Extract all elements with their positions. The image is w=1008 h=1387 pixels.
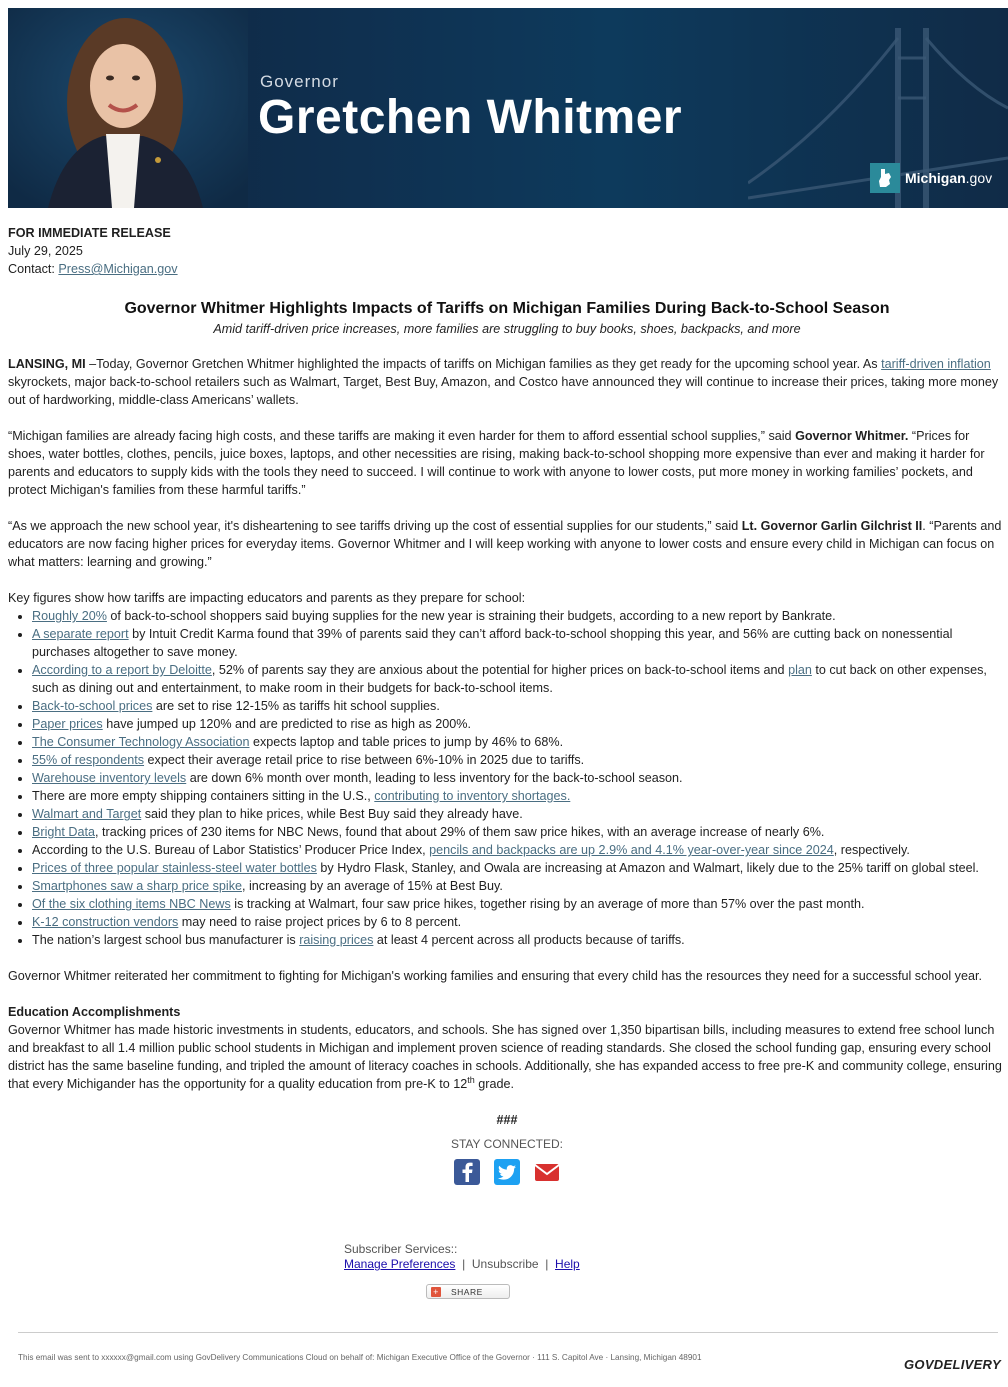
education-paragraph xyxy=(8,1021,1006,1093)
govdelivery-brand: GOVDELIVERY xyxy=(904,1357,1001,1372)
list-item xyxy=(32,895,1006,913)
intro-paragraph xyxy=(8,355,1006,409)
release-date: July 29, 2025 xyxy=(8,244,83,258)
quote1-speaker: Governor Whitmer. xyxy=(795,429,909,443)
intro-text-1: –Today, Governor Gretchen Whitmer highlighted the impacts of tariffs on Michigan families as they get ready for the upcoming school year. As xyxy=(85,357,882,371)
end-mark: ### xyxy=(496,1113,518,1127)
contact-email-link[interactable]: Press@Michigan.gov xyxy=(58,262,178,276)
bullet-link[interactable]: raising prices xyxy=(299,933,374,947)
list-item xyxy=(32,607,1006,625)
bullet-link[interactable]: Bright Data xyxy=(32,825,95,839)
bullet-link[interactable]: 55% of respondents xyxy=(32,753,145,767)
bullet-pre: There are more empty shipping containers sitting in the U.S., xyxy=(32,789,375,803)
tariff-inflation-link[interactable]: tariff-driven inflation xyxy=(881,357,991,371)
reiterate-paragraph: Governor Whitmer reiterated her commitment to fighting for Michigan's working families and ensuring that every child has the resources they need for a successful school year. xyxy=(8,969,982,983)
bullet-text: said they plan to hike prices, while Best Buy said they already have. xyxy=(141,807,523,821)
release-label: FOR IMMEDIATE RELEASE xyxy=(8,226,171,240)
banner-title-small: Governor xyxy=(260,72,339,91)
michigan-map-icon xyxy=(870,163,900,193)
bullet-link[interactable]: Warehouse inventory levels xyxy=(32,771,187,785)
michigan-gov-logo[interactable] xyxy=(870,163,992,193)
bullet-pre: According to the U.S. Bureau of Labor Statistics’ Producer Price Index, xyxy=(32,843,430,857)
bullet-text: of back-to-school shoppers said buying supplies for the new year is straining their budgets, according to a new report by Bankrate. xyxy=(106,609,836,623)
quote1-part1: “Michigan families are already facing high costs, and these tariffs are making it even harder for them to afford essential school supplies,” said xyxy=(8,429,796,443)
dateline: LANSING, MI xyxy=(8,357,86,371)
bullet-text: at least 4 percent across all products because of tariffs. xyxy=(373,933,685,947)
bullet-link[interactable]: pencils and backpacks are up 2.9% and 4.1% year-over-year since 2024 xyxy=(429,843,834,857)
bullet-link-2[interactable]: plan xyxy=(788,663,812,677)
badge-name: Michigan xyxy=(905,170,966,186)
email-icon[interactable] xyxy=(534,1159,560,1185)
manage-preferences-link[interactable]: Manage Preferences xyxy=(344,1257,456,1271)
twitter-icon[interactable] xyxy=(494,1159,520,1185)
banner-title-large: Gretchen Whitmer xyxy=(258,91,683,144)
separator: | xyxy=(462,1257,466,1271)
governor-portrait xyxy=(8,8,248,208)
quote2-speaker: Lt. Governor Garlin Gilchrist II xyxy=(741,519,923,533)
bullet-text: by Intuit Credit Karma found that 39% of parents said they can’t afford back-to-school shopping this year, and 56% are cutting back on nonessential purchases altogether to save money. xyxy=(32,627,953,659)
lt-governor-quote xyxy=(8,517,1006,571)
share-button[interactable] xyxy=(426,1284,510,1299)
bullet-link[interactable]: According to a report by Deloitte xyxy=(32,663,212,677)
subscriber-services xyxy=(344,1242,580,1272)
separator: | xyxy=(545,1257,549,1271)
bullet-text: , respectively. xyxy=(833,843,910,857)
bullet-link[interactable]: Paper prices xyxy=(32,717,103,731)
contact-label: Contact: xyxy=(8,262,59,276)
bullet-link[interactable]: A separate report xyxy=(32,627,129,641)
release-meta xyxy=(8,224,1006,278)
education-text-2: grade. xyxy=(474,1077,514,1091)
govdelivery-logo[interactable] xyxy=(904,1357,1001,1372)
bullet-link[interactable]: Walmart and Target xyxy=(32,807,142,821)
bullet-link[interactable]: The Consumer Technology Association xyxy=(32,735,250,749)
bullet-text: are down 6% month over month, leading to less inventory for the back-to-school season. xyxy=(186,771,683,785)
bullet-text: are set to rise 12-15% as tariffs hit school supplies. xyxy=(152,699,440,713)
bullet-link[interactable]: Back-to-school prices xyxy=(32,699,153,713)
bullet-text: is tracking at Walmart, four saw price hikes, together rising by an average of more than 57% over the past month. xyxy=(230,897,865,911)
bullet-link[interactable]: Smartphones saw a sharp price spike xyxy=(32,879,242,893)
press-release-body xyxy=(8,224,1006,1185)
quote1-part2: “Prices for shoes, water bottles, clothes, pencils, juice boxes, laptops, and other necessities are rising, making back-to-school shopping more expensive than ever and making it harder for parents and educators to supply kids with the tools they need to succeed. I will continue to work with anyone to lower costs, put more money in working families’ pockets, and protect Michigan's families from these harmful tariffs.” xyxy=(8,429,985,497)
bullet-link[interactable]: contributing to inventory shortages. xyxy=(374,789,571,803)
headline: Governor Whitmer Highlights Impacts of Tariffs on Michigan Families During Back-to-School Season xyxy=(124,300,890,317)
education-text-1: Governor Whitmer has made historic investments in students, educators, and schools. She has signed over 1,350 bipartisan bills, including measures to extend free school lunch and breakfast to all 1.4 million public school students in Michigan and implement proven science of reading standards. She closed the school funding gap, ensuring every school district has the same baseline funding, and tripled the amount of literacy coaches in schools. Additionally, she has expanded access to free pre-K and community college, ensuring that every Michigander has the opportunity for a quality education from pre-K to 12 xyxy=(8,1023,1002,1091)
header-banner xyxy=(8,8,1008,208)
subheadline: Amid tariff-driven price increases, more families are struggling to buy books, shoes, backpacks, and more xyxy=(213,322,801,336)
bullet-text-2: to cut back on other expenses, such as dining out and entertainment, to make room in their budgets for back-to-school items. xyxy=(32,663,987,695)
quote2-part2: . “Parents and educators are now facing higher prices for everyday items. Governor Whitmer and I will keep working with anyone to lower costs and ensure every child in Michigan can focus on what matters: learning and growing.” xyxy=(8,519,1002,569)
unsubscribe-link[interactable]: Unsubscribe xyxy=(471,1257,539,1271)
facebook-icon[interactable] xyxy=(454,1159,480,1185)
list-item xyxy=(32,913,1006,931)
education-heading: Education Accomplishments xyxy=(8,1005,181,1019)
list-item xyxy=(32,751,1006,769)
bullet-text: , 52% of parents say they are anxious about the potential for higher prices on back-to-school items and xyxy=(211,663,789,677)
key-figures-intro: Key figures show how tariffs are impacting educators and parents as they prepare for school: xyxy=(8,591,526,605)
education-sup: th xyxy=(467,1074,475,1085)
share-plus-icon: + xyxy=(431,1287,441,1297)
list-item xyxy=(32,787,1006,805)
bullet-text: may need to raise project prices by 6 to 8 percent. xyxy=(178,915,462,929)
release-contact xyxy=(8,260,1006,278)
bullet-link[interactable]: Roughly 20% xyxy=(32,609,107,623)
bullet-text: , increasing by an average of 15% at Best Buy. xyxy=(242,879,503,893)
footer-text: This email was sent to xxxxxx@gmail.com using GovDelivery Communications Cloud on behalf of: Michigan Executive Office of the Governor · 111 S. Capitol Ave · Lansing, Michigan 48901 xyxy=(18,1353,702,1362)
list-item xyxy=(32,733,1006,751)
list-item xyxy=(32,841,1006,859)
bullet-text: , tracking prices of 230 items for NBC News, found that about 29% of them saw price hikes, with an average increase of nearly 6%. xyxy=(95,825,825,839)
stay-connected-label: STAY CONNECTED: xyxy=(450,1137,563,1151)
list-item xyxy=(32,697,1006,715)
michigan-gov-text xyxy=(905,170,992,186)
governor-quote xyxy=(8,427,1006,499)
list-item xyxy=(32,715,1006,733)
footer-divider xyxy=(18,1332,998,1333)
intro-text-2: skyrockets, major back-to-school retailers such as Walmart, Target, Best Buy, Amazon, and Costco have announced they will continue to increase their prices, taking more money out of hardworking, middle-class Americans’ wallets. xyxy=(8,375,999,407)
social-links xyxy=(8,1159,1006,1185)
share-label: SHARE xyxy=(451,1286,483,1297)
list-item xyxy=(32,823,1006,841)
bullet-text: expects laptop and table prices to jump by 46% to 68%. xyxy=(249,735,564,749)
bullet-text: have jumped up 120% and are predicted to rise as high as 200%. xyxy=(102,717,471,731)
bullet-link[interactable]: Prices of three popular stainless-steel water bottles xyxy=(32,861,317,875)
quote2-part1: “As we approach the new school year, it's disheartening to see tariffs driving up the cost of essential supplies for our students,” said xyxy=(8,519,742,533)
subscriber-links xyxy=(344,1257,580,1272)
help-link[interactable]: Help xyxy=(555,1257,580,1271)
bullet-link[interactable]: K-12 construction vendors xyxy=(32,915,179,929)
key-figures-list xyxy=(8,607,1006,949)
list-item xyxy=(32,859,1006,877)
badge-suffix: .gov xyxy=(965,170,993,186)
bullet-text: by Hydro Flask, Stanley, and Owala are increasing at Amazon and Walmart, likely due to the 25% tariff on global steel. xyxy=(316,861,979,875)
bullet-link[interactable]: Of the six clothing items NBC News xyxy=(32,897,231,911)
list-item xyxy=(32,625,1006,661)
bullet-pre: The nation’s largest school bus manufacturer is xyxy=(32,933,300,947)
list-item xyxy=(32,661,1006,697)
list-item xyxy=(32,769,1006,787)
list-item xyxy=(32,805,1006,823)
list-item xyxy=(32,877,1006,895)
bullet-text: expect their average retail price to rise between 6%-10% in 2025 due to tariffs. xyxy=(144,753,585,767)
subscriber-label: Subscriber Services:: xyxy=(344,1242,458,1256)
list-item xyxy=(32,931,1006,949)
